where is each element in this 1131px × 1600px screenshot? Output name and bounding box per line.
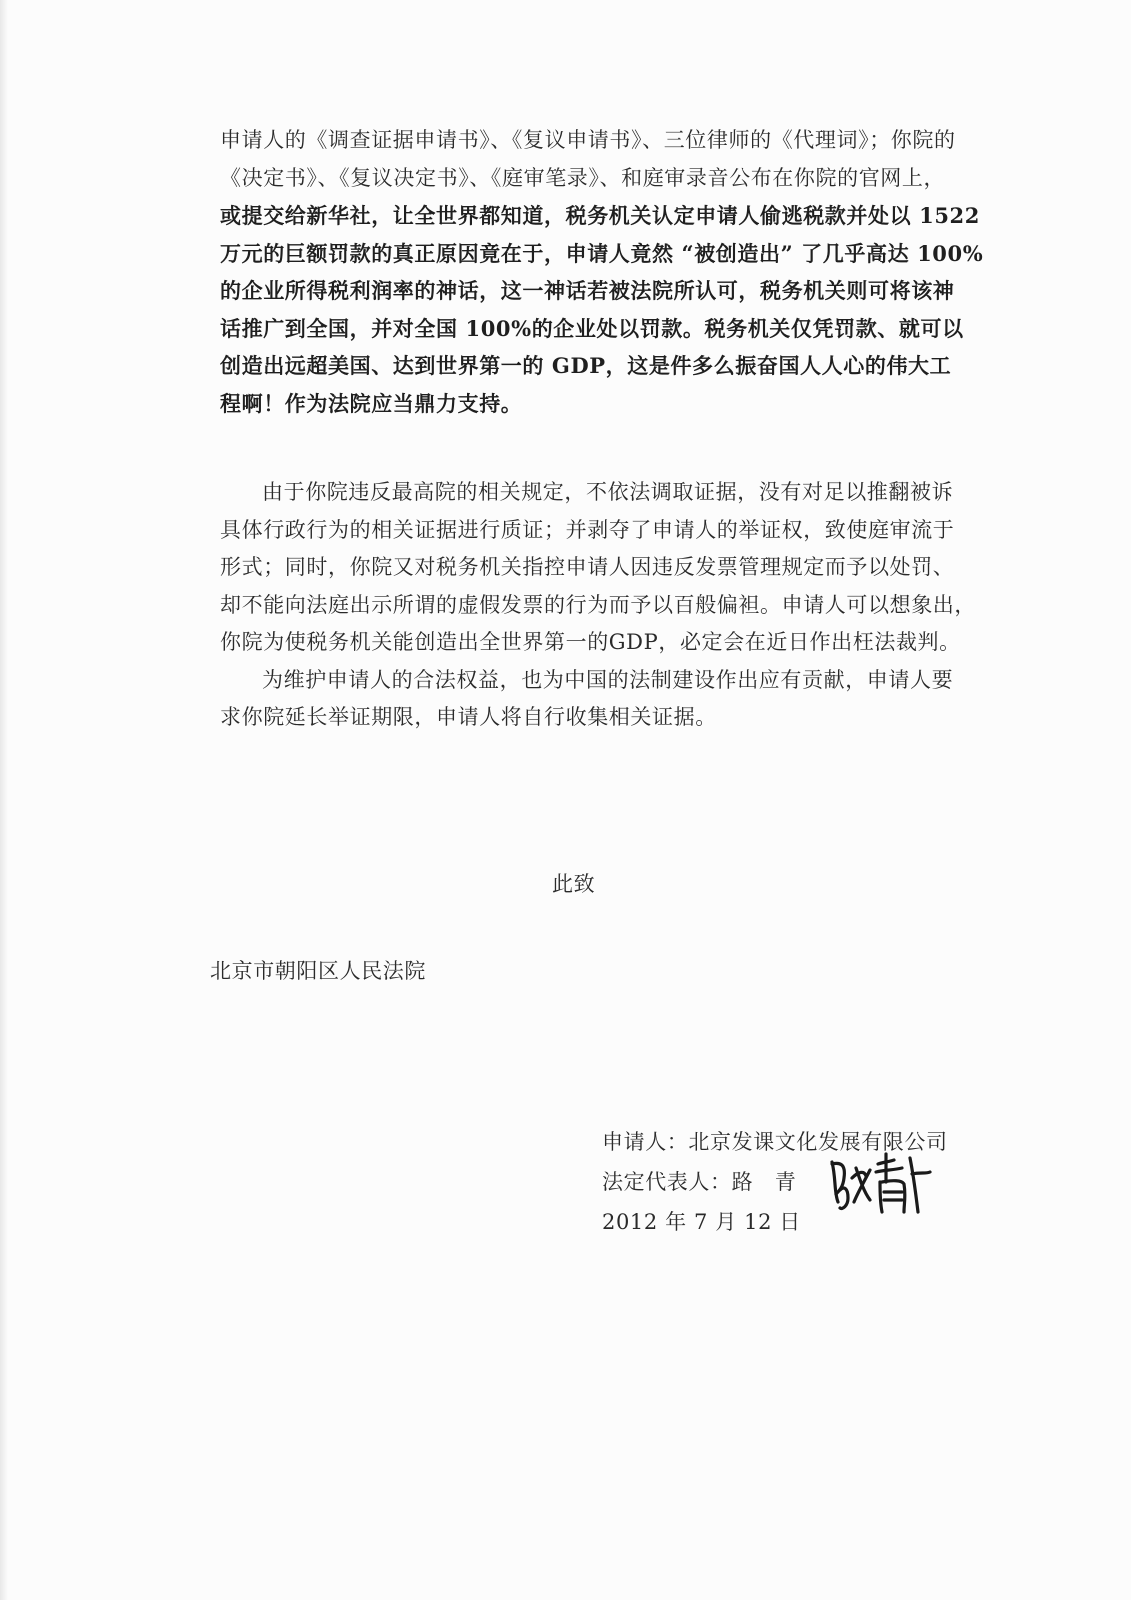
applicant-line: 申请人：北京发课文化发展有限公司 — [602, 1130, 948, 1154]
paragraph-2-line: 却不能向法庭出示所谓的虚假发票的行为而予以百般偏袒。申请人可以想象出， — [220, 592, 976, 617]
addressee: 北京市朝阳区人民法院 — [210, 959, 426, 983]
paragraph-2 — [220, 474, 976, 662]
paragraph-gap — [220, 422, 950, 474]
paragraph-1-line: 申请人的《调查证据申请书》、《复议申请书》、三位律师的《代理词》；你院的 — [220, 128, 956, 152]
paragraph-3-line: 为维护申请人的合法权益，也为中国的法制建设作出应有贡献，申请人要 — [262, 667, 954, 692]
paragraph-2-line: 具体行政行为的相关证据进行质证；并剥夺了申请人的举证权，致使庭审流于 — [220, 517, 955, 542]
date-line: 2012 年 7 月 12 日 — [602, 1210, 801, 1234]
paragraph-1-line: 的企业所得税利润率的神话，这一神话若被法院所认可，税务机关则可将该神 — [220, 278, 955, 303]
paragraph-3-line: 求你院延长举证期限，申请人将自行收集相关证据。 — [220, 705, 717, 729]
paragraph-3 — [220, 662, 954, 737]
letter-body — [220, 122, 984, 737]
paragraph-1-line: 创造出远超美国、达到世界第一的 GDP，这是件多么振奋国人人心的伟大工 — [220, 353, 952, 378]
paragraph-1-line: 《决定书》、《复议决定书》、《庭审笔录》、和庭审录音公布在你院的官网上， — [220, 165, 946, 190]
paragraph-1-line: 程啊！作为法院应当鼎力支持。 — [220, 390, 523, 416]
paragraph-2-line: 由于你院违反最高院的相关规定，不依法调取证据，没有对足以推翻被诉 — [262, 480, 954, 504]
paragraph-1-line: 万元的巨额罚款的真正原因竟在于，申请人竟然 “被创造出” 了几乎高达 100% — [220, 240, 984, 266]
paragraph-1 — [220, 122, 984, 422]
paragraph-1-line: 或提交给新华社，让全世界都知道，税务机关认定申请人偷逃税款并处以 1522 — [220, 203, 980, 228]
paragraph-2-line: 形式；同时，你院又对税务机关指控申请人因违反发票管理规定而予以处罚、 — [220, 555, 955, 579]
paragraph-2-line: 你院为使税务机关能创造出全世界第一的GDP，必定会在近日作出枉法裁判。 — [220, 630, 961, 654]
handwritten-signature-icon — [826, 1148, 936, 1218]
closing-salutation: 此致 — [552, 872, 596, 896]
scan-edge-shadow — [0, 0, 8, 1600]
legal-representative-line: 法定代表人：路 青 — [602, 1170, 797, 1194]
paragraph-1-line: 话推广到全国，并对全国 100%的企业处以罚款。税务机关仅凭罚款、就可以 — [220, 315, 964, 341]
